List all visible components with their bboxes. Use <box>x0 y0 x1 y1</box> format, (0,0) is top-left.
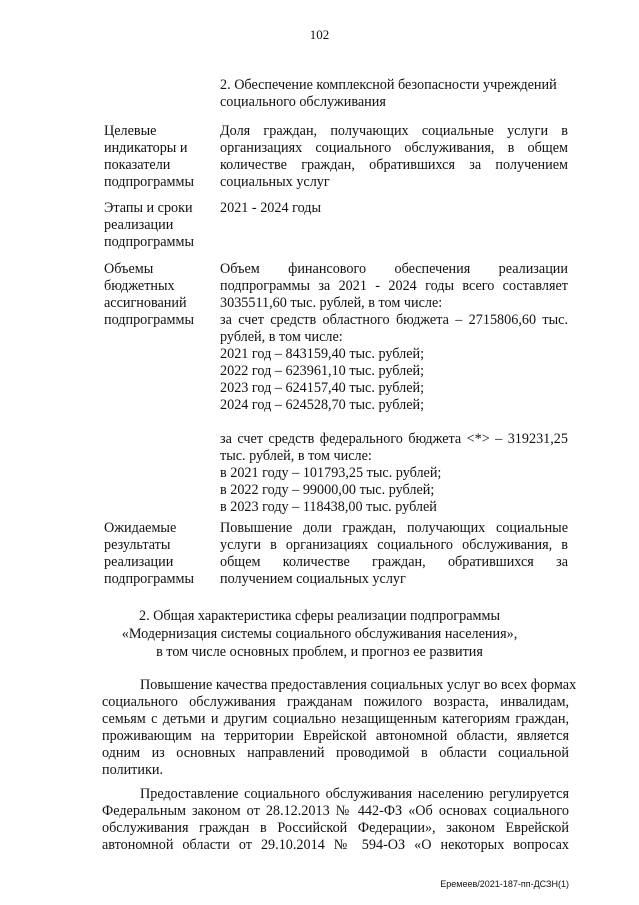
row-label-line: результаты <box>104 537 171 553</box>
row-label-line: Ожидаемые <box>104 520 177 536</box>
row-label-line: реализации <box>104 217 174 233</box>
row-value-line: за счет средств федерального бюджета <*> – 319231,25 <box>220 431 568 447</box>
paragraph-line: проживающим на территории Еврейской автономной области, является <box>102 728 569 744</box>
paragraph-line: Предоставление социального обслуживания населению регулируется <box>140 786 569 802</box>
paragraph-line: семьям с детьми и другим социально незащищенным категориям граждан, <box>102 711 569 727</box>
paragraph-line: Повышение качества предоставления социальных услуг во всех формах <box>140 677 577 693</box>
paragraph-line: Федеральным законом от 28.12.2013 № 442-ФЗ «Об основах социального <box>102 803 569 819</box>
row-value-line: Повышение доли граждан, получающих социальные <box>220 520 568 536</box>
row-label-line: показатели <box>104 157 171 173</box>
row-label-line: ассигнований <box>104 295 187 311</box>
row-value-line: услуги в организациях социального обслуживания, в <box>220 537 568 553</box>
section-title-line: «Модернизация системы социального обслуживания населения», <box>121 626 518 642</box>
row-value-line: 2024 год – 624528,70 тыс. рублей; <box>220 397 425 413</box>
task-item-line: социального обслуживания <box>220 94 386 110</box>
row-value-line: количестве граждан, обратившихся за получением <box>220 157 568 173</box>
section-title-line: 2. Общая характеристика сферы реализации подпрограммы <box>138 608 501 624</box>
row-value-line: организациях социального обслуживания, в общем <box>220 140 568 156</box>
row-label-line: подпрограммы <box>104 174 194 190</box>
row-value-line: Объем финансового обеспечения реализации <box>220 261 568 277</box>
row-value-line: подпрограммы за 2021 - 2024 годы всего составляет <box>220 278 568 294</box>
row-label-line: реализации <box>104 554 174 570</box>
row-label-line: подпрограммы <box>104 571 194 587</box>
row-value-line: общем количестве граждан, обратившихся за <box>220 554 568 570</box>
row-label-line: Этапы и сроки <box>104 200 193 216</box>
row-value-line: Доля граждан, получающих социальные услуги в <box>220 123 568 139</box>
paragraph-line: социального обслуживания гражданам пожилого возраста, инвалидам, <box>102 694 569 710</box>
row-label-line: бюджетных <box>104 278 175 294</box>
section-title-line: в том числе основных проблем, и прогноз ее развития <box>156 644 483 660</box>
row-value-line: в 2022 году – 99000,00 тыс. рублей; <box>220 482 435 498</box>
row-label-line: подпрограммы <box>104 234 194 250</box>
row-label-line: индикаторы и <box>104 140 188 156</box>
row-value-line: получением социальных услуг <box>220 571 406 587</box>
row-value-line: тыс. рублей, в том числе: <box>220 448 372 464</box>
row-value-line: социальных услуг <box>220 174 330 190</box>
row-value-line: 3035511,60 тыс. рублей, в том числе: <box>220 295 443 311</box>
row-value-line: 2022 год – 623961,10 тыс. рублей; <box>220 363 425 379</box>
row-value-line: в 2023 году – 118438,00 тыс. рублей <box>220 499 437 515</box>
paragraph-line: обслуживания граждан в Российской Федерации», законом Еврейской <box>102 820 569 836</box>
row-label-line: Целевые <box>104 123 157 139</box>
row-value-line: рублей, в том числе: <box>220 329 343 345</box>
paragraph-line: автономной области от 29.10.2014 № 594-ОЗ «О некоторых вопросах <box>102 837 569 853</box>
row-label-line: Объемы <box>104 261 154 277</box>
paragraph-line: одним из основных направлений проводимой в области социальной <box>102 745 569 761</box>
paragraph-line: политики. <box>102 762 163 778</box>
row-value-line: в 2021 году – 101793,25 тыс. рублей; <box>220 465 442 481</box>
row-label-line: подпрограммы <box>104 312 194 328</box>
page-number: 102 <box>309 27 330 42</box>
task-item-line: 2. Обеспечение комплексной безопасности учреждений <box>220 77 557 93</box>
row-value-line: 2021 - 2024 годы <box>220 200 322 216</box>
document-footer-code: Еремеев/2021-187-пп-ДСЗН(1) <box>440 879 569 889</box>
row-value-line: 2023 год – 624157,40 тыс. рублей; <box>220 380 425 396</box>
row-value-line: за счет средств областного бюджета – 2715806,60 тыс. <box>220 312 568 328</box>
row-value-line: 2021 год – 843159,40 тыс. рублей; <box>220 346 425 362</box>
